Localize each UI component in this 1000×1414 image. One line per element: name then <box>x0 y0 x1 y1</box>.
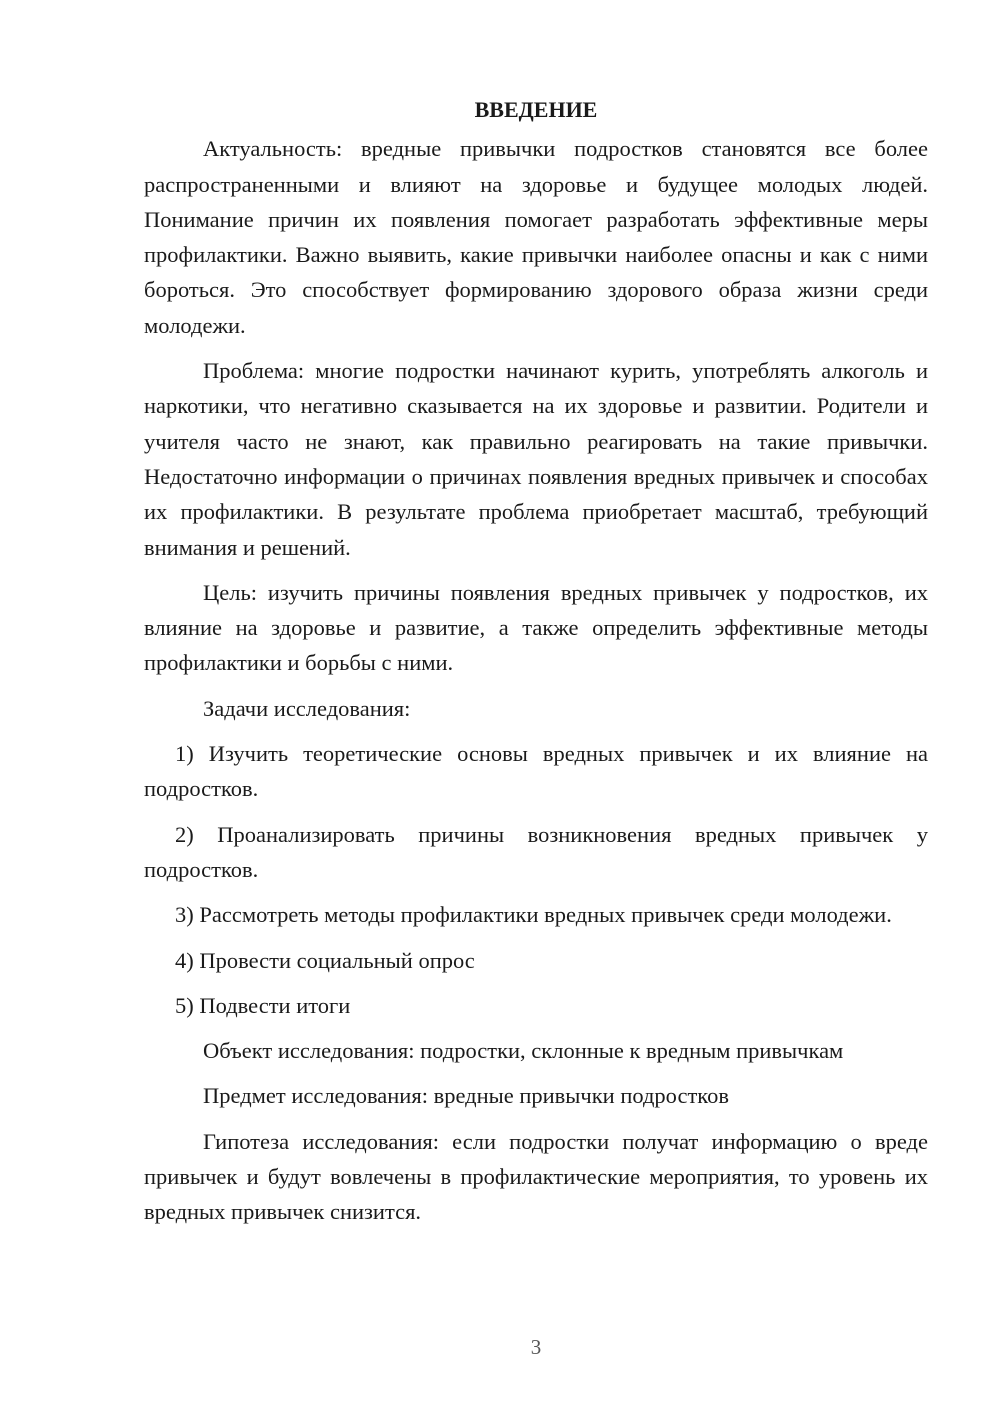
task-item: 4) Провести социальный опрос <box>175 947 475 973</box>
goal-paragraph: Цель: изучить причины появления вредных привычек у подростков, их влияние на здоровье и развитие, а также определить эффективные методы профилактики и борьбы с ними. <box>144 579 928 676</box>
relevance-paragraph: Актуальность: вредные привычки подростков становятся все более распространенными и влияют на здоровье и будущее молодых людей. Понимание причин их появления помогает разработать эффективные меры профилактики. Важно выявить, какие привычки наиболее опасны и как с ними бороться. Это способствует формированию здорового образа жизни среди молодежи. <box>144 136 928 338</box>
research-subject: Предмет исследования: вредные привычки подростков <box>203 1083 729 1109</box>
research-object: Объект исследования: подростки, склонные к вредным привычкам <box>203 1038 844 1064</box>
problem-paragraph: Проблема: многие подростки начинают курить, употреблять алкоголь и наркотики, что негативно сказывается на их здоровье и развитии. Родители и учителя часто не знают, как правильно реагировать на такие привычки. Недостаточно информации о причинах появления вредных привычек и способах их профилактики. В результате проблема приобретает масштаб, требующий внимания и решений. <box>144 358 928 560</box>
page-content <box>144 92 928 1240</box>
task-item: 2) Проанализировать причины возникновения вредных привычек у подростков. <box>144 821 928 882</box>
section-heading: ВВЕДЕНИЕ <box>474 97 598 122</box>
research-hypothesis: Гипотеза исследования: если подростки получат информацию о вреде привычек и будут вовлечены в профилактические мероприятия, то уровень их вредных привычек снизится. <box>144 1128 928 1225</box>
page-number: 3 <box>530 1335 542 1359</box>
task-item: 5) Подвести итоги <box>175 992 351 1018</box>
task-item: 3) Рассмотреть методы профилактики вредных привычек среди молодежи. <box>175 902 892 928</box>
task-item: 1) Изучить теоретические основы вредных привычек и их влияние на подростков. <box>144 741 928 802</box>
tasks-label: Задачи исследования: <box>203 695 411 721</box>
